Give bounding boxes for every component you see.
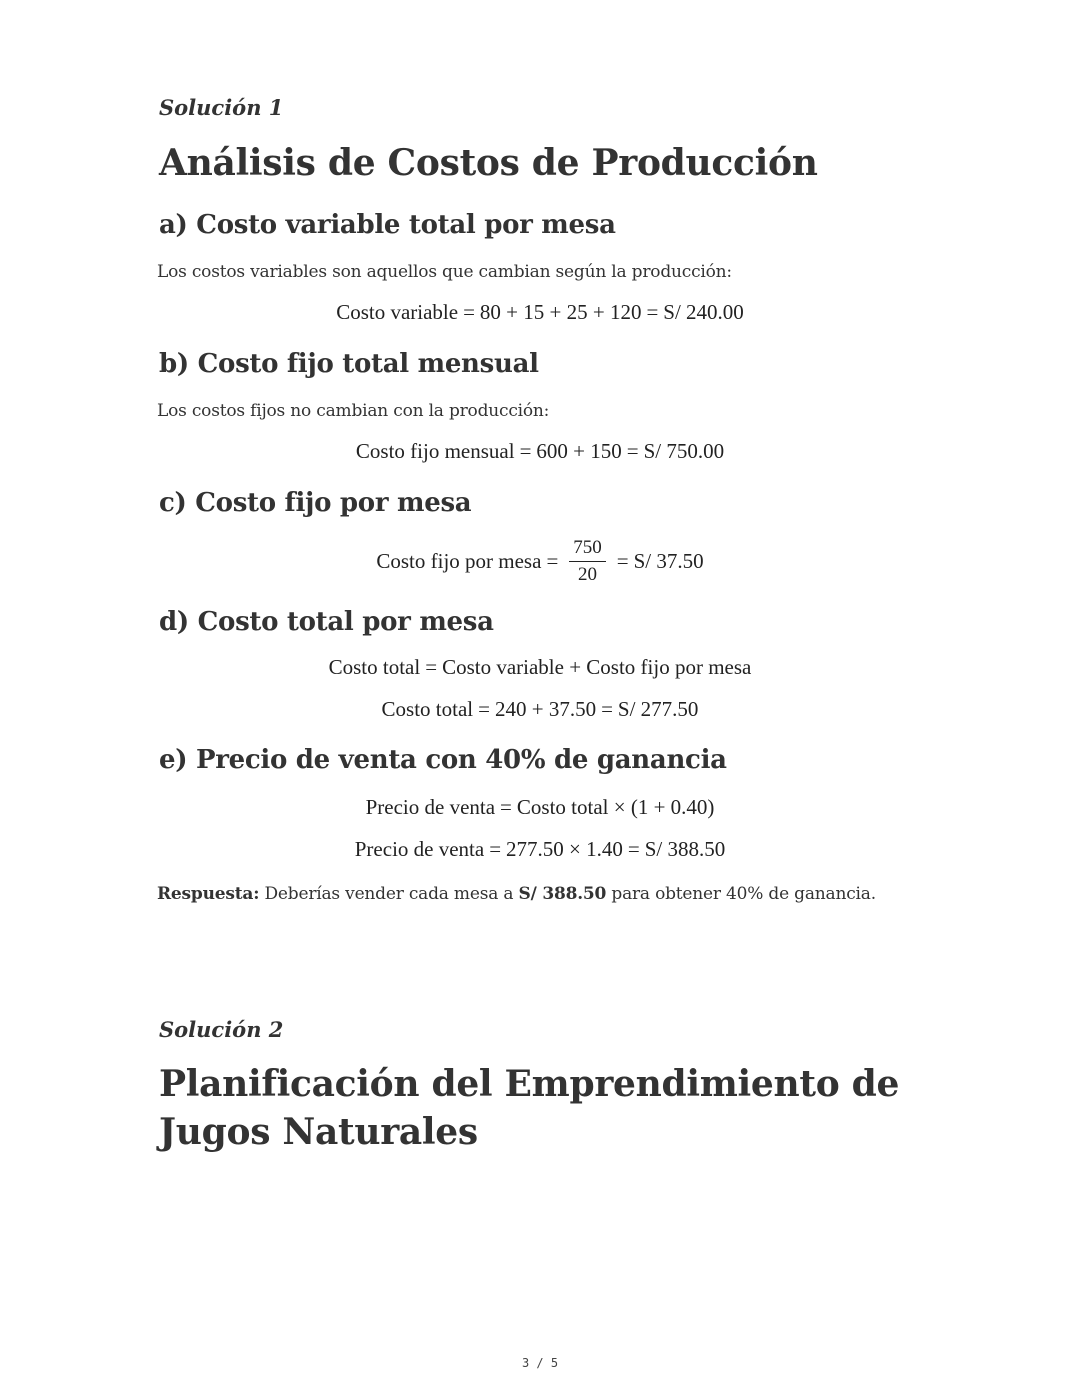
fraction <box>569 536 606 587</box>
solution-2-title: Planificación del Emprendimiento de Jugos Naturales <box>159 1063 900 1153</box>
equation-rhs: Costo total × (1 + 0.40) <box>516 795 715 819</box>
equation-lhs: Precio de venta <box>365 795 496 819</box>
equation-lhs: Costo fijo por mesa <box>376 549 542 573</box>
section-a-equation: Costo variable = 80 + 15 + 25 + 120 = S/ 240.00 <box>336 300 744 324</box>
solution-1-label: Solución 1 <box>159 95 284 120</box>
equation-rhs: Costo variable + Costo fijo por mesa <box>442 655 752 679</box>
section-b-text: Los costos fijos no cambian con la producción: <box>157 401 550 421</box>
section-a-text: Los costos variables son aquellos que cambian según la producción: <box>157 262 732 282</box>
section-b-equation: Costo fijo mensual = 600 + 150 = S/ 750.00 <box>355 439 725 463</box>
answer-line <box>157 884 876 904</box>
equation-rhs: 600 + 150 <box>536 439 622 463</box>
fraction-denominator: 20 <box>578 564 598 585</box>
equation-lhs: Costo total <box>328 655 421 679</box>
section-b-heading: b) Costo fijo total mensual <box>159 349 539 379</box>
answer-label: Respuesta: <box>157 884 260 904</box>
solution-1-title: Análisis de Costos de Producción <box>159 142 818 184</box>
solution-2-label: Solución 2 <box>159 1017 284 1042</box>
equation-result: S/ 37.50 <box>633 549 704 573</box>
equation-lhs: Costo total <box>381 697 474 721</box>
section-c-equation: Costo fijo por mesa = $\frac{750}{20}$ = S/ 37.50 <box>376 537 704 585</box>
equation-result: S/ 388.50 <box>644 837 726 861</box>
section-e-equation-1: Precio de venta = Costo total × (1 + 0.40) <box>365 795 715 819</box>
equation-lhs: Costo fijo mensual <box>355 439 515 463</box>
section-a-heading: a) Costo variable total por mesa <box>159 210 616 240</box>
section-d-heading: d) Costo total por mesa <box>159 607 494 637</box>
answer-amount: S/ 388.50 <box>518 884 607 904</box>
section-c-heading: c) Costo fijo por mesa <box>159 488 472 518</box>
equation-result: S/ 277.50 <box>617 697 699 721</box>
section-d-equation-1: Costo total = Costo variable + Costo fijo por mesa <box>328 655 752 679</box>
section-d-equation-2: Costo total = 240 + 37.50 = S/ 277.50 <box>381 697 699 721</box>
equation-result: S/ 750.00 <box>643 439 725 463</box>
answer-text-before: Deberías vender cada mesa a <box>259 884 519 904</box>
equation-rhs: 240 + 37.50 <box>494 697 597 721</box>
answer-text-after: para obtener 40% de ganancia. <box>606 884 876 904</box>
page-number: 3 / 5 <box>521 1356 559 1370</box>
equation-lhs: Precio de venta <box>354 837 485 861</box>
equation-rhs: 80 + 15 + 25 + 120 <box>479 300 642 324</box>
fraction-numerator: 750 <box>569 536 606 562</box>
section-e-equation-2: Precio de venta = 277.50 × 1.40 = S/ 388.50 <box>354 837 726 861</box>
equation-result: S/ 240.00 <box>663 300 744 324</box>
equation-rhs: 277.50 × 1.40 <box>506 837 623 861</box>
equation-lhs: Costo variable <box>336 300 459 324</box>
section-e-heading: e) Precio de venta con 40% de ganancia <box>159 745 727 775</box>
